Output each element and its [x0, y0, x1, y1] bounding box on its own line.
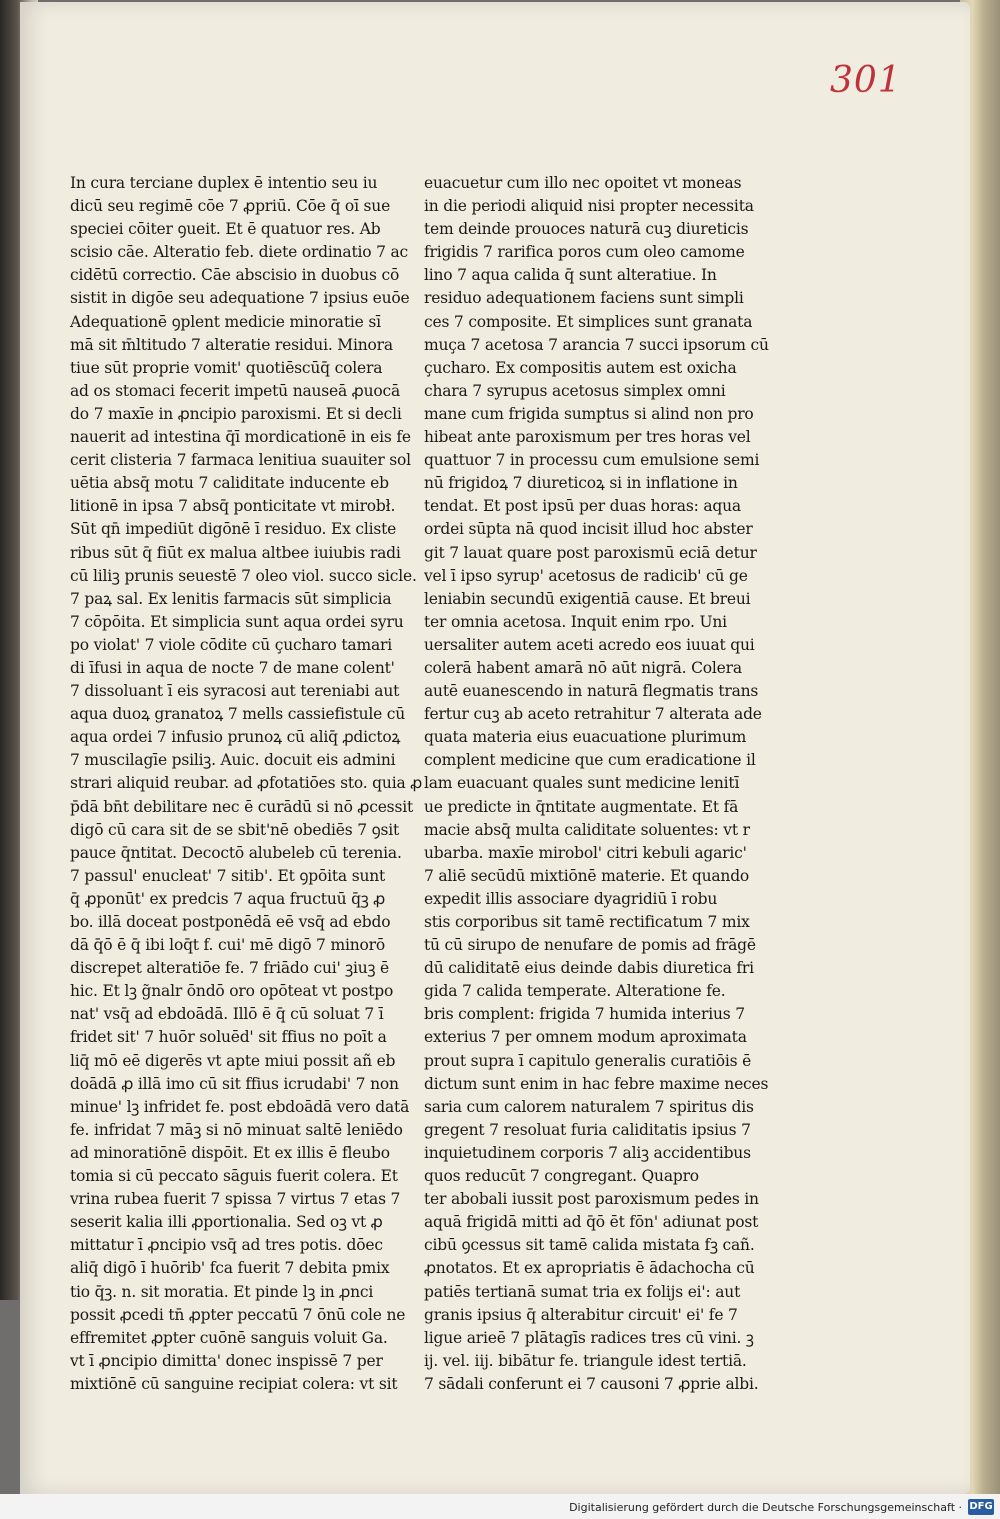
text-line: 7 passul' enucleat' 7 sitib'. Et ꝯpōita sunt — [70, 866, 386, 885]
text-line: cū liliꝫ prunis seuestē 7 oleo viol. succo sicle. — [70, 566, 417, 585]
text-line: fe. infridat 7 māꝫ si nō minuat saltē leniēdo — [70, 1120, 403, 1139]
text-line: hibeat ante paroxismum per tres horas vel — [424, 428, 751, 447]
text-line: ces 7 composite. Et simplices sunt granata — [424, 312, 753, 331]
text-line: inquietudinem corporis 7 aliꝫ accidentibus — [424, 1143, 751, 1162]
text-line: strari aliquid reubar. ad ꝓfotatiōes sto. quia ꝓ — [70, 774, 423, 793]
text-line: lino 7 aqua calida q̄ sunt alteratiue. In — [424, 266, 717, 285]
text-line: possit ꝓcedi tn̄ ꝓpter peccatū 7 ōnū cole ne — [70, 1305, 406, 1324]
text-line: quos reducūt 7 congregant. Quapro — [424, 1167, 699, 1186]
text-line: ꝓnotatos. Et ex apropriatis ē ādachocha cū — [424, 1259, 755, 1278]
text-line: ad minoratiōnē dispōit. Et ex illis ē fleubo — [70, 1143, 390, 1162]
text-line: liq̄ mō eē digerēs vt apte miui possit añ eb — [70, 1051, 396, 1070]
text-line: vrina rubea fuerit 7 spissa 7 virtus 7 etas 7 — [70, 1190, 401, 1209]
text-line: expedit illis associare dyagridiū ī robu — [424, 889, 718, 908]
text-line: ubarba. maxīe mirobol' citri kebuli agaric' — [424, 843, 747, 862]
text-line: tū cū sirupo de nenufare de pomis ad frāgē — [424, 936, 756, 955]
text-line: euacuetur cum illo nec opoitet vt moneas — [424, 174, 742, 192]
text-line: p̄dā bn̄t debilitare nec ē curādū si nō ꝓcessit — [70, 797, 413, 816]
text-line: pauce q̄ntitat. Decoctō alubeleb cū terenia. — [70, 843, 402, 862]
text-line: çucharo. Ex compositis autem est oxicha — [424, 358, 737, 377]
right-text-column — [424, 172, 769, 1396]
text-line: Adequationē ꝯplent medicie minoratie sī — [70, 312, 381, 331]
text-line: aqua duoꝝ granatoꝝ 7 mells cassiefistule cū — [70, 705, 406, 724]
text-line: in die periodi aliquid nisi propter necessita — [424, 197, 754, 216]
text-line: sistit in digōe seu adequatione 7 ipsius euōe — [70, 289, 410, 308]
text-line: gida 7 calida temperate. Alteratione fe. — [424, 982, 726, 1001]
text-line: ij. vel. iij. bibātur fe. triangule idest tertiā. — [424, 1351, 747, 1370]
text-line: git 7 lauat quare post paroxismū eciā detur — [424, 543, 757, 562]
text-line: uersaliter autem aceti acredo eos iuuat qui — [424, 635, 755, 654]
text-line: aliq̄ digō ī huōrib' fca fuerit 7 debita pmix — [70, 1259, 390, 1278]
text-line: cidētū correctio. Cāe abscisio in duobus cō — [70, 266, 400, 285]
text-line: hic. Et lꝫ g̃nalr ōndō oro opōteat vt postpo — [70, 982, 394, 1001]
text-line: aquā frigidā mitti ad q̄ō ēt fōn' adiunat post — [424, 1213, 759, 1232]
text-line: bris complent: frigida 7 humida interius 7 — [424, 1005, 745, 1024]
text-line: chara 7 syrupus acetosus simplex omni — [424, 381, 726, 400]
text-line: muça 7 acetosa 7 arancia 7 succi ipsorum cū — [424, 335, 769, 354]
text-line: ter omnia acetosa. Inquit enim rpo. Uni — [424, 612, 727, 631]
text-line: mā sit m̄ltitudo 7 alteratie residui. Minora — [70, 335, 393, 354]
text-line: 7 paꝝ sal. Ex lenitis farmacis sūt simplicia — [70, 589, 392, 608]
text-line: gregent 7 resoluat furia caliditatis ipsius 7 — [424, 1120, 751, 1139]
text-line: Sūt qn̄ impediūt digōnē ī residuo. Ex cliste — [70, 520, 397, 539]
left-text-column — [70, 172, 423, 1396]
text-line: ue predicte in q̄ntitate augmentate. Et fā — [424, 797, 739, 816]
text-line: tiue sūt proprie vomit' quotiēscūq̄ colera — [70, 358, 383, 377]
text-line: quattuor 7 in processu cum emulsione semi — [424, 451, 760, 470]
text-line: 7 dissoluant ī eis syracosi aut tereniabi aut — [70, 682, 400, 701]
text-line: frigidis 7 rarifica poros cum oleo camome — [424, 243, 745, 262]
text-line: bo. illā doceat postponēdā eē vsq̄ ad ebdo — [70, 913, 391, 931]
text-line: In cura terciane duplex ē intentio seu iu — [70, 174, 378, 192]
text-line: ligue arieē 7 plātagīs radices tres cū vini. ꝫ — [424, 1328, 754, 1347]
text-line: stis corporibus sit tamē rectificatum 7 mix — [424, 913, 750, 931]
text-line: residuo adequationem faciens sunt simpli — [424, 289, 744, 308]
text-line: macie absq̄ multa caliditate soluentes: vt r — [424, 820, 750, 839]
text-line: digō cū cara sit de se sbit'nē obediēs 7 ꝯsit — [70, 820, 400, 839]
text-line: lam euacuant quales sunt medicine lenitī — [424, 774, 740, 793]
text-line: colerā habent amarā nō aūt nigrā. Colera — [424, 658, 742, 677]
text-line: do 7 maxīe in ꝓncipio paroxismi. Et si decli — [70, 404, 402, 423]
text-line: 7 sādali conferunt ei 7 causoni 7 ꝓprie albi. — [424, 1374, 759, 1393]
text-line: effremitet ꝓpter cuōnē sanguis voluit Ga. — [70, 1328, 388, 1347]
text-line: dā q̄ō ē q̄ ibi loq̄t f. cui' mē digō 7 minorō — [70, 936, 385, 955]
text-line: litionē in ipsa 7 absq̄ ponticitate vt mirobł. — [70, 497, 396, 516]
text-line: dictum sunt enim in hac febre maxime neces — [424, 1074, 769, 1093]
text-line: speciei cōiter ꝯueit. Et ē quatuor res. Ab — [70, 220, 381, 239]
text-line: vel ī ipso syrup' acetosus de radicib' cū ge — [424, 566, 748, 585]
text-line: fridet sit' 7 huōr soluēd' sit ffius no poīt a — [70, 1028, 387, 1047]
text-line: tem deinde prouoces naturā cuꝫ diureticis — [424, 220, 749, 239]
text-line: doādā ꝓ illā imo cū sit ffius icrudabi' 7 non — [70, 1074, 399, 1093]
text-line: vt ī ꝓncipio dimitta' donec inspissē 7 per — [70, 1351, 383, 1370]
text-line: quata materia eius euacuatione plurimum — [424, 728, 747, 747]
text-line: ter abobali iussit post paroxismum pedes in — [424, 1190, 759, 1209]
text-line: complent medicine que cum eradicatione il — [424, 751, 756, 770]
text-line: mane cum frigida sumptus si alind non pro — [424, 404, 754, 423]
text-line: cibū ꝯcessus sit tamē calida mistata fꝫ cañ. — [424, 1236, 755, 1255]
text-line: 7 aliē secūdū mixtiōnē materie. Et quando — [424, 866, 750, 885]
text-line: patiēs tertianā sumat tria ex folijs ei': aut — [424, 1282, 741, 1301]
text-line: leniabin secundū exigentiā cause. Et breui — [424, 589, 751, 608]
text-line: dicū seu regimē cōe 7 ꝓpriū. Cōe q̄ oī sue — [70, 197, 391, 216]
text-line: di īfusi in aqua de nocte 7 de mane colent' — [70, 658, 395, 677]
text-line: cerit clisteria 7 farmaca lenitiua suauiter sol — [70, 451, 411, 470]
book-page — [20, 2, 970, 1494]
text-line: exterius 7 per omnem modum aproximata — [424, 1028, 747, 1047]
text-line: dū caliditatē eius deinde dabis diuretica fri — [424, 959, 754, 978]
text-line: nat' vsq̄ ad ebdoādā. Illō ē q̄ cū soluat 7 ī — [70, 1005, 384, 1024]
text-line: aqua ordei 7 infusio prunoꝝ cū aliq̄ ꝓdictoꝝ — [70, 728, 401, 747]
text-line: po violat' 7 viole cōdite cū çucharo tamari — [70, 635, 392, 654]
text-line: mittatur ī ꝓncipio vsq̄ ad tres potis. dōec — [70, 1236, 383, 1255]
funding-credit: Digitalisierung gefördert durch die Deutsche Forschungsgemeinschaft · — [569, 1501, 962, 1514]
text-line: minue' lꝫ infridet fe. post ebdoādā vero datā — [70, 1097, 410, 1116]
footer-bar — [0, 1494, 1000, 1519]
text-line: q̄ ꝓponūt' ex predcis 7 aqua fructuū q̄ꝫ ꝓ — [70, 889, 386, 908]
text-line: 7 cōpōita. Et simplicia sunt aqua ordei syru — [70, 612, 404, 631]
text-line: seserit kalia illi ꝓportionalia. Sed oꝫ vt ꝓ — [70, 1213, 383, 1232]
text-line: saria cum calorem naturalem 7 spiritus dis — [424, 1097, 754, 1116]
text-line: ordei sūpta nā quod incisit illud hoc abster — [424, 520, 753, 539]
text-line: discrepet alteratiōe fe. 7 friādo cui' ꝫiuꝫ ē — [70, 959, 389, 978]
text-line: autē euanescendo in naturā flegmatis trans — [424, 682, 759, 701]
text-line: ad os stomaci fecerit impetū nauseā ꝓuocā — [70, 381, 401, 400]
text-line: mixtiōnē cū sanguine recipiat colera: vt sit — [70, 1374, 398, 1393]
text-line: prout supra ī capitulo generalis curatiōis ē — [424, 1051, 752, 1070]
text-line: fertur cuꝫ ab aceto retrahitur 7 alterata ade — [424, 705, 762, 724]
text-line: ribus sūt q̄ fiūt ex malua altbee iuiubis radi — [70, 543, 401, 562]
text-line: nauerit ad intestina q̄ī mordicationē in eis fe — [70, 428, 411, 447]
text-line: nū frigidoꝝ 7 diureticoꝝ si in inflatione in — [424, 474, 738, 493]
folio-number: 301 — [830, 60, 902, 101]
text-line: tomia si cū peccato sāguis fuerit colera. Et — [70, 1167, 398, 1186]
text-line: 7 muscilagīe psiliꝫ. Auic. docuit eis admini — [70, 751, 396, 770]
text-line: scisio cāe. Alteratio feb. diete ordinatio 7 ac — [70, 243, 409, 262]
text-line: uētia absq̄ motu 7 caliditate inducente eb — [70, 474, 389, 493]
text-line: tio q̄ꝫ. n. sit moratia. Et pinde lꝫ in ꝓnci — [70, 1282, 374, 1301]
text-line: tendat. Et post ipsū per duas horas: aqua — [424, 497, 741, 516]
text-line: granis ipsius q̄ alterabitur circuit' ei' fe 7 — [424, 1305, 738, 1324]
dfg-logo: DFG — [968, 1499, 994, 1515]
